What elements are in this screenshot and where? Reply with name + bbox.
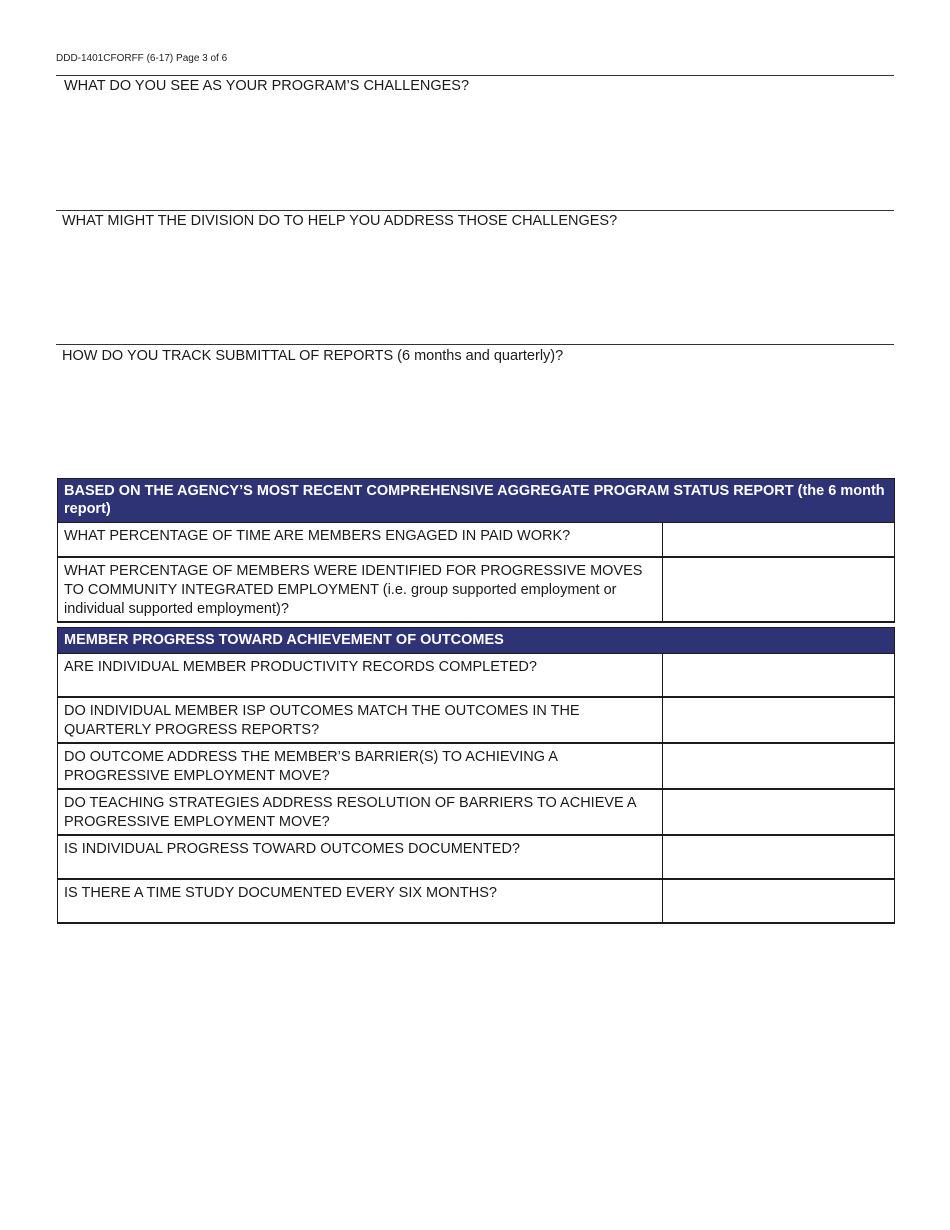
answer-cell[interactable] — [663, 789, 895, 835]
status-report-table — [57, 478, 895, 623]
question-track-reports: HOW DO YOU TRACK SUBMITTAL OF REPORTS (6 months and quarterly)? — [62, 348, 564, 364]
answer-cell[interactable] — [663, 557, 895, 622]
question-cell: DO TEACHING STRATEGIES ADDRESS RESOLUTION OF BARRIERS TO ACHIEVE A PROGRESSIVE EMPLOYMENT MOVE? — [58, 789, 663, 835]
answer-cell[interactable] — [663, 523, 895, 558]
question-program-challenges: WHAT DO YOU SEE AS YOUR PROGRAM’S CHALLENGES? — [64, 78, 470, 94]
question-cell: WHAT PERCENTAGE OF MEMBERS WERE IDENTIFIED FOR PROGRESSIVE MOVES TO COMMUNITY INTEGRATED EMPLOYMENT (i.e. group supported employment or individual supported employment)? — [58, 557, 663, 622]
answer-cell[interactable] — [663, 697, 895, 743]
section-divider — [56, 75, 894, 76]
member-progress-header: MEMBER PROGRESS TOWARD ACHIEVEMENT OF OUTCOMES — [58, 628, 895, 654]
table-row — [58, 697, 895, 743]
section-divider — [56, 344, 894, 345]
table-row — [58, 879, 895, 923]
table-row — [58, 654, 895, 698]
question-cell: DO INDIVIDUAL MEMBER ISP OUTCOMES MATCH THE OUTCOMES IN THE QUARTERLY PROGRESS REPORTS? — [58, 697, 663, 743]
answer-cell[interactable] — [663, 835, 895, 879]
section-divider — [56, 210, 894, 211]
table-row — [58, 557, 895, 622]
question-cell: IS INDIVIDUAL PROGRESS TOWARD OUTCOMES DOCUMENTED? — [58, 835, 663, 879]
table-row — [58, 835, 895, 879]
question-cell: DO OUTCOME ADDRESS THE MEMBER’S BARRIER(S) TO ACHIEVING A PROGRESSIVE EMPLOYMENT MOVE? — [58, 743, 663, 789]
answer-cell[interactable] — [663, 879, 895, 923]
status-report-header: BASED ON THE AGENCY’S MOST RECENT COMPREHENSIVE AGGREGATE PROGRAM STATUS REPORT (the 6 month report) — [58, 479, 895, 523]
answer-cell[interactable] — [663, 654, 895, 698]
question-cell: ARE INDIVIDUAL MEMBER PRODUCTIVITY RECORDS COMPLETED? — [58, 654, 663, 698]
table-row — [58, 743, 895, 789]
question-division-help: WHAT MIGHT THE DIVISION DO TO HELP YOU ADDRESS THOSE CHALLENGES? — [62, 213, 618, 229]
table-row — [58, 523, 895, 558]
question-cell: WHAT PERCENTAGE OF TIME ARE MEMBERS ENGAGED IN PAID WORK? — [58, 523, 663, 558]
form-id-header: DDD-1401CFORFF (6-17) Page 3 of 6 — [56, 53, 228, 64]
member-progress-table — [57, 627, 895, 924]
answer-cell[interactable] — [663, 743, 895, 789]
table-row — [58, 789, 895, 835]
question-cell: IS THERE A TIME STUDY DOCUMENTED EVERY SIX MONTHS? — [58, 879, 663, 923]
